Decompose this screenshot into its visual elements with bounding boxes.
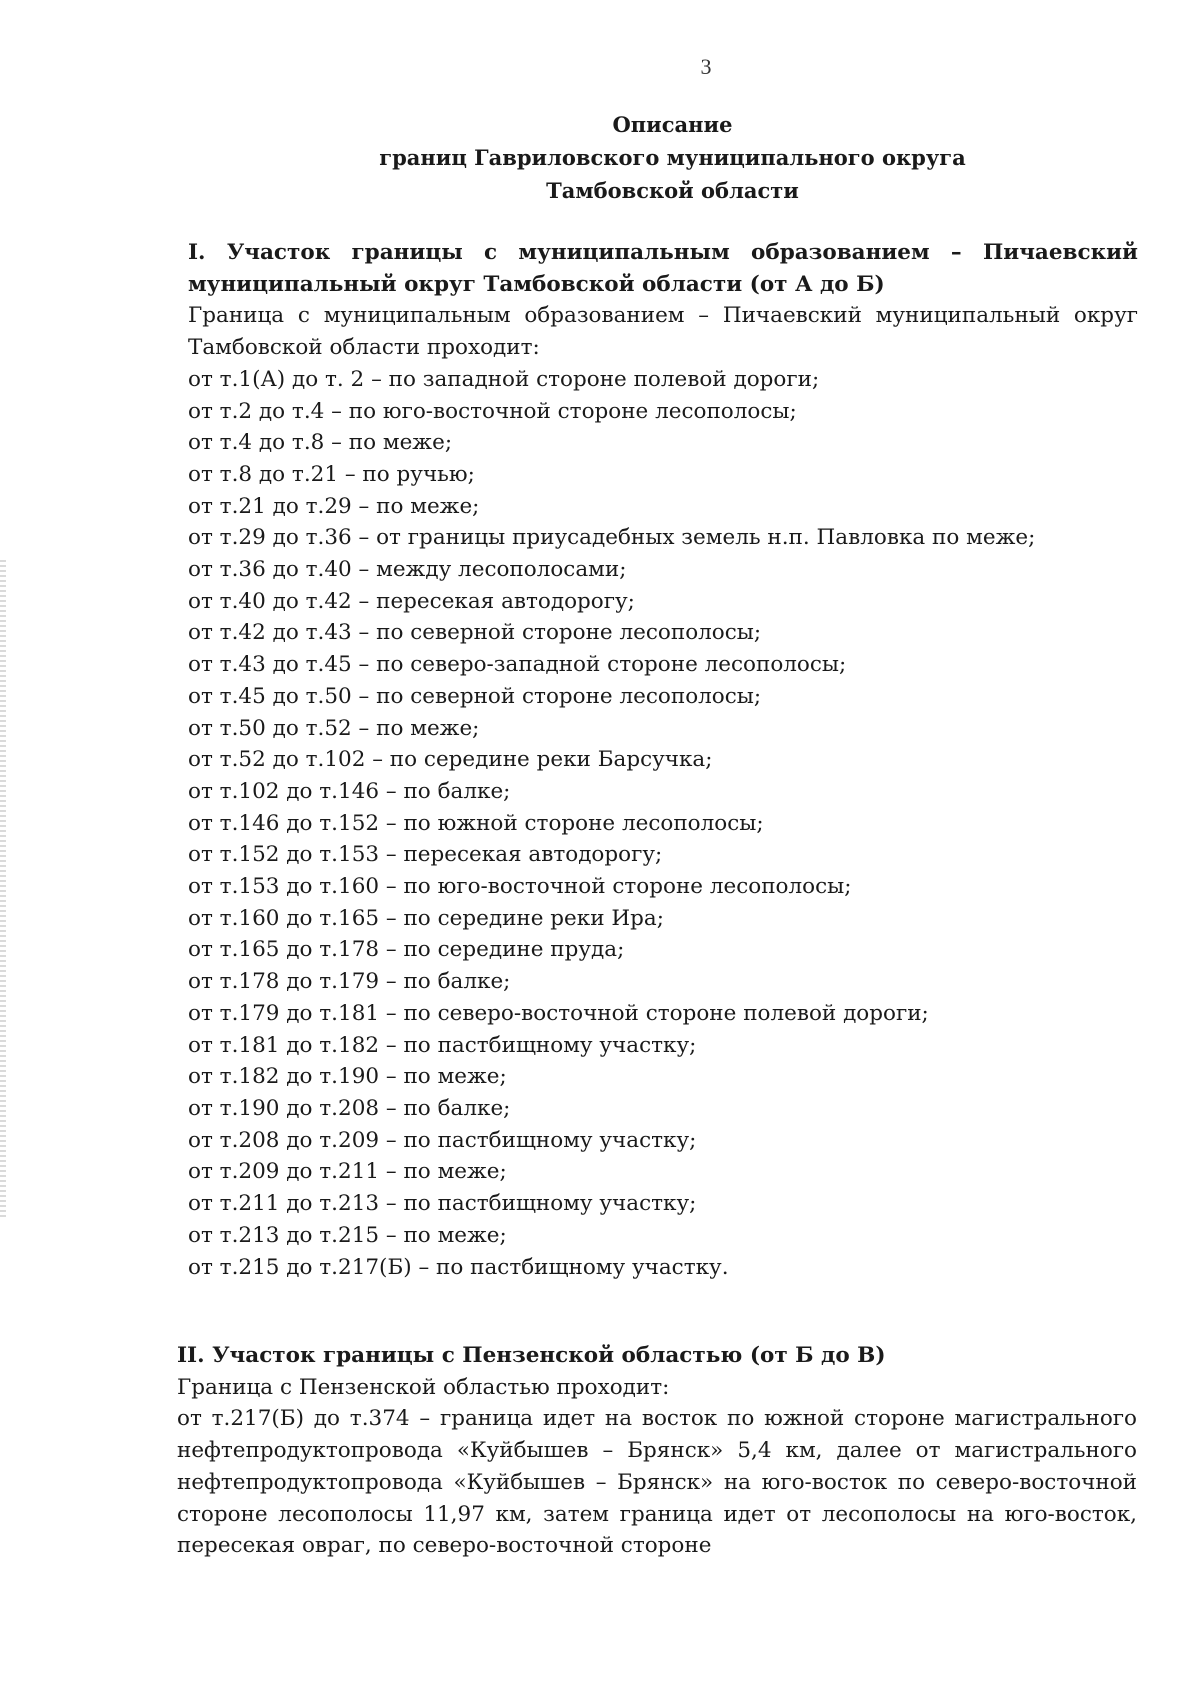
boundary-segment-line: от т.152 до т.153 – пересекая автодорогу; — [188, 842, 663, 868]
boundary-segment-line: от т.213 до т.215 – по меже; — [188, 1222, 507, 1248]
section-2-intro: Граница с Пензенской областью проходит: — [177, 1374, 670, 1400]
boundary-segment-line: от т.178 до т.179 – по балке; — [188, 969, 511, 995]
boundary-segment-line: от т.42 до т.43 – по северной стороне лесополосы; — [188, 620, 762, 646]
section-2-paragraph: от т.217(Б) до т.374 – граница идет на восток по южной стороне магистрального нефтепродуктопровода «Куйбышев – Брянск» 5,4 км, далее от магистрального нефтепродуктопровода «Куйбышев – Брянск» на юго-восток по северо-восточной стороне лесополосы 11,97 км, затем граница идет от лесополосы на юго-восток, пересекая овраг, по северо-восточной стороне — [177, 1406, 1137, 1559]
boundary-segment-line: от т.1(А) до т. 2 – по западной стороне полевой дороги; — [188, 366, 820, 392]
title-line-3: Тамбовской области — [546, 178, 799, 203]
boundary-segment-line: от т.43 до т.45 – по северо-западной стороне лесополосы; — [188, 652, 847, 678]
boundary-segment-line: от т.165 до т.178 – по середине пруда; — [188, 937, 625, 963]
boundary-segment-line: от т.160 до т.165 – по середине реки Ира; — [188, 905, 664, 931]
boundary-segment-list — [188, 364, 1138, 1283]
boundary-segment-line: от т.102 до т.146 – по балке; — [188, 778, 511, 804]
boundary-segment-line: от т.4 до т.8 – по меже; — [188, 430, 453, 456]
boundary-segment-line: от т.2 до т.4 – по юго-восточной стороне лесополосы; — [188, 398, 797, 424]
boundary-segment-line: от т.8 до т.21 – по ручью; — [188, 461, 475, 487]
scan-edge-artifact — [0, 560, 6, 1220]
boundary-segment-line: от т.45 до т.50 – по северной стороне лесополосы; — [188, 683, 762, 709]
boundary-segment-line: от т.146 до т.152 – по южной стороне лесополосы; — [188, 810, 764, 836]
section-1-intro: Граница с муниципальным образованием – Пичаевский муниципальный округ Тамбовской области проходит: — [188, 303, 1138, 361]
boundary-segment-line: от т.153 до т.160 – по юго-восточной стороне лесополосы; — [188, 874, 852, 900]
section-1-heading: I. Участок границы с муниципальным образованием – Пичаевский муниципальный округ Тамбовской области (от А до Б) — [188, 240, 1138, 297]
document-title — [0, 108, 1200, 207]
boundary-segment-line: от т.209 до т.211 – по меже; — [188, 1159, 507, 1185]
section-2-heading: II. Участок границы с Пензенской областью (от Б до В) — [177, 1343, 886, 1368]
boundary-segment-line: от т.40 до т.42 – пересекая автодорогу; — [188, 588, 635, 614]
boundary-segment-line: от т.52 до т.102 – по середине реки Барсучка; — [188, 747, 713, 773]
title-line-2: границ Гавриловского муниципального округа — [379, 145, 966, 170]
boundary-segment-line: от т.211 до т.213 – по пастбищному участку; — [188, 1191, 697, 1217]
boundary-segment-line: от т.215 до т.217(Б) – по пастбищному участку. — [188, 1254, 729, 1280]
section-2 — [177, 1340, 1137, 1562]
boundary-segment-line: от т.36 до т.40 – между лесополосами; — [188, 557, 627, 583]
boundary-segment-line: от т.208 до т.209 – по пастбищному участку; — [188, 1127, 697, 1153]
boundary-segment-line: от т.181 до т.182 – по пастбищному участку; — [188, 1032, 697, 1058]
boundary-segment-line: от т.182 до т.190 – по меже; — [188, 1064, 507, 1090]
section-1 — [188, 237, 1138, 1283]
title-line-1: Описание — [612, 112, 733, 137]
boundary-segment-line: от т.21 до т.29 – по меже; — [188, 493, 480, 519]
boundary-segment-line: от т.179 до т.181 – по северо-восточной стороне полевой дороги; — [188, 1000, 929, 1026]
boundary-segment-line: от т.29 до т.36 – от границы приусадебных земель н.п. Павловка по меже; — [188, 525, 1036, 551]
boundary-segment-line: от т.190 до т.208 – по балке; — [188, 1095, 511, 1121]
boundary-segment-line: от т.50 до т.52 – по меже; — [188, 715, 480, 741]
page-number: 3 — [700, 54, 712, 79]
